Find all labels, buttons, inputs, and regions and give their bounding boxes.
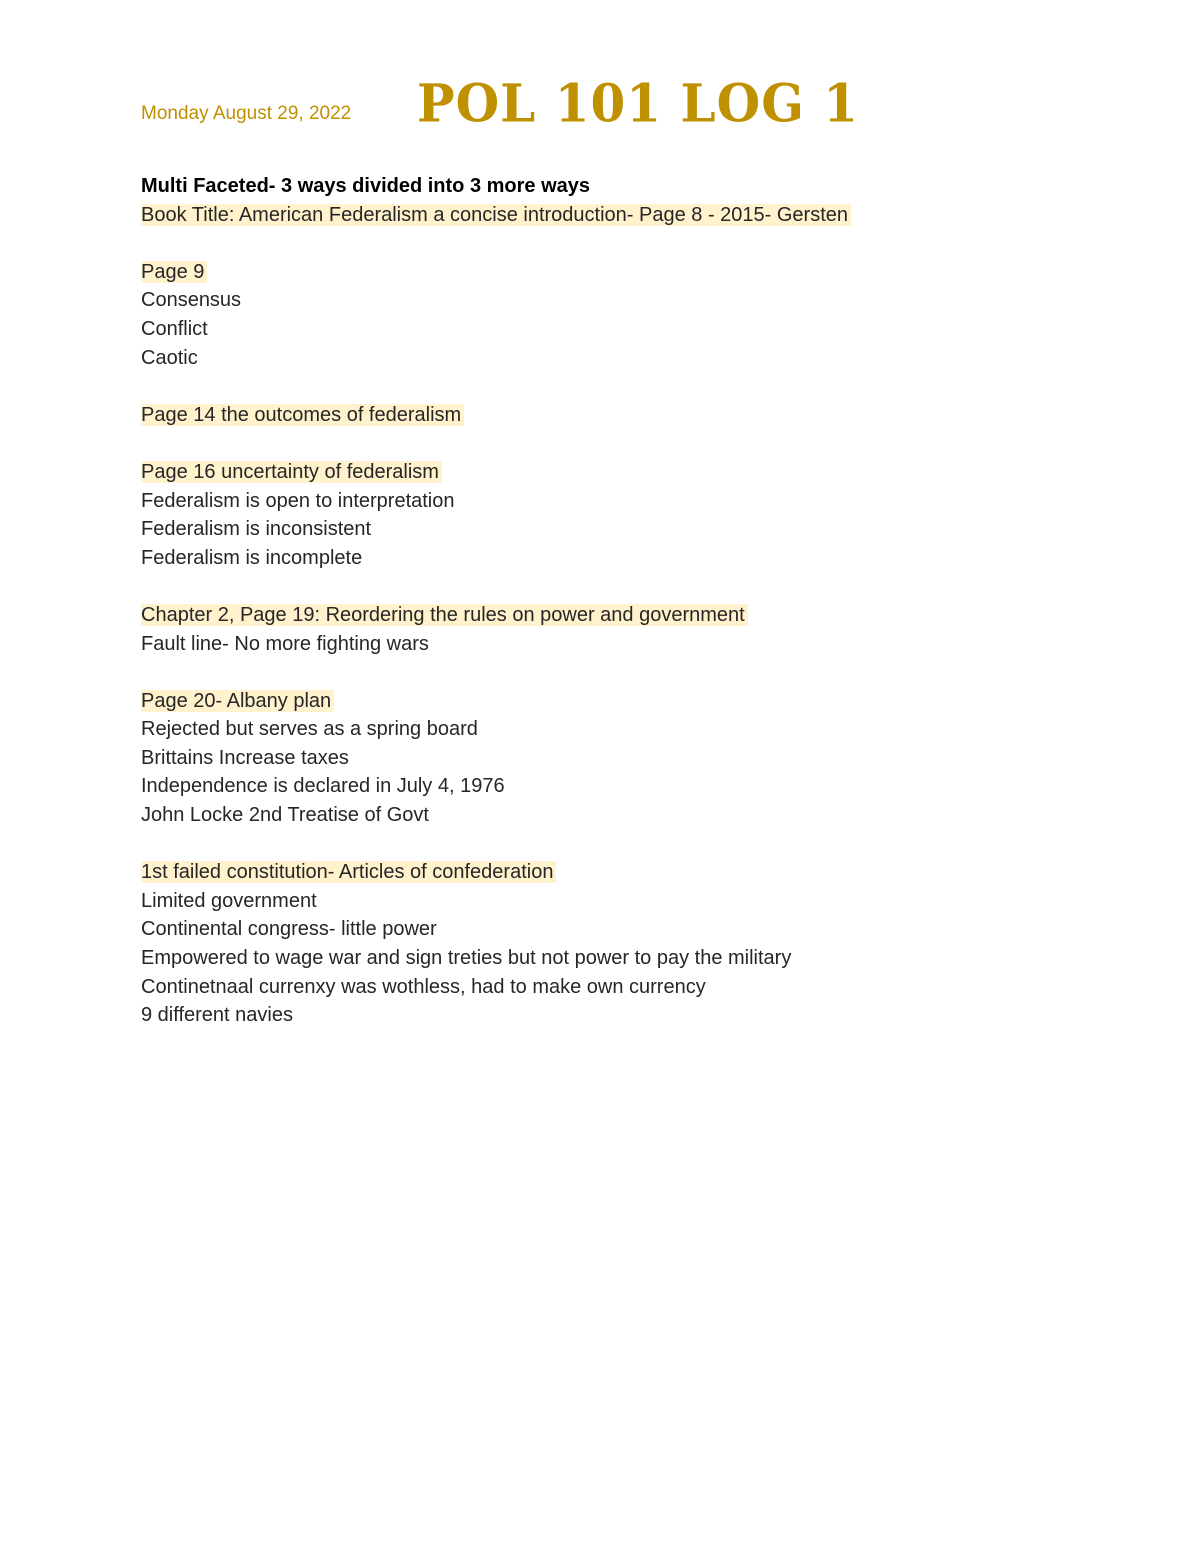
document-header [141,72,1041,142]
date-label: Monday August 29, 2022 [141,103,352,124]
section-heading [141,458,1091,487]
list-item: Rejected but serves as a spring board [141,718,478,741]
spacer [141,429,1091,458]
list-item: Conflict [141,317,208,340]
list-item: Limited government [141,889,317,912]
list-item: Federalism is inconsistent [141,518,372,541]
list-item: Caotic [141,346,198,369]
list-item: Brittains Increase taxes [141,746,349,769]
spacer [141,658,1091,687]
book-title-text: Book Title: American Federalism a concise introduction- Page 8 - 2015- Gersten [141,204,851,226]
spacer [141,229,1091,258]
section-heading [141,258,1091,287]
list-item: Federalism is incomplete [141,546,363,569]
list-item: Continental congress- little power [141,918,437,941]
section-heading-text: Page 9 [141,261,207,283]
list-item: Independence is declared in July 4, 1976 [141,775,505,798]
section-heading [141,601,1091,630]
list-item: John Locke 2nd Treatise of Govt [141,804,429,827]
spacer [141,572,1091,601]
section-heading-text: 1st failed constitution- Articles of confederation [141,861,556,883]
list-item: Continetnaal currenxy was wothless, had to make own currency [141,975,706,998]
list-item: Empowered to wage war and sign treties but not power to pay the military [141,947,792,970]
list-item: 9 different navies [141,1004,293,1027]
list-item: Fault line- No more fighting wars [141,632,429,655]
notes-body [141,172,1091,1030]
list-item: Consensus [141,289,242,312]
section-heading [141,401,1091,430]
main-heading: Multi Faceted- 3 ways divided into 3 more ways [141,175,591,197]
spacer [141,372,1091,401]
section-heading-text: Chapter 2, Page 19: Reordering the rules on power and government [141,604,748,626]
section-heading-text: Page 16 uncertainty of federalism [141,461,442,483]
list-item: Federalism is open to interpretation [141,489,455,512]
section-heading [141,687,1091,716]
spacer [141,830,1091,859]
section-heading [141,858,1091,887]
section-heading-text: Page 14 the outcomes of federalism [141,404,464,426]
page-title: POL 101 LOG 1 [417,72,860,134]
book-title-line [141,201,1091,230]
section-heading-text: Page 20- Albany plan [141,690,334,712]
